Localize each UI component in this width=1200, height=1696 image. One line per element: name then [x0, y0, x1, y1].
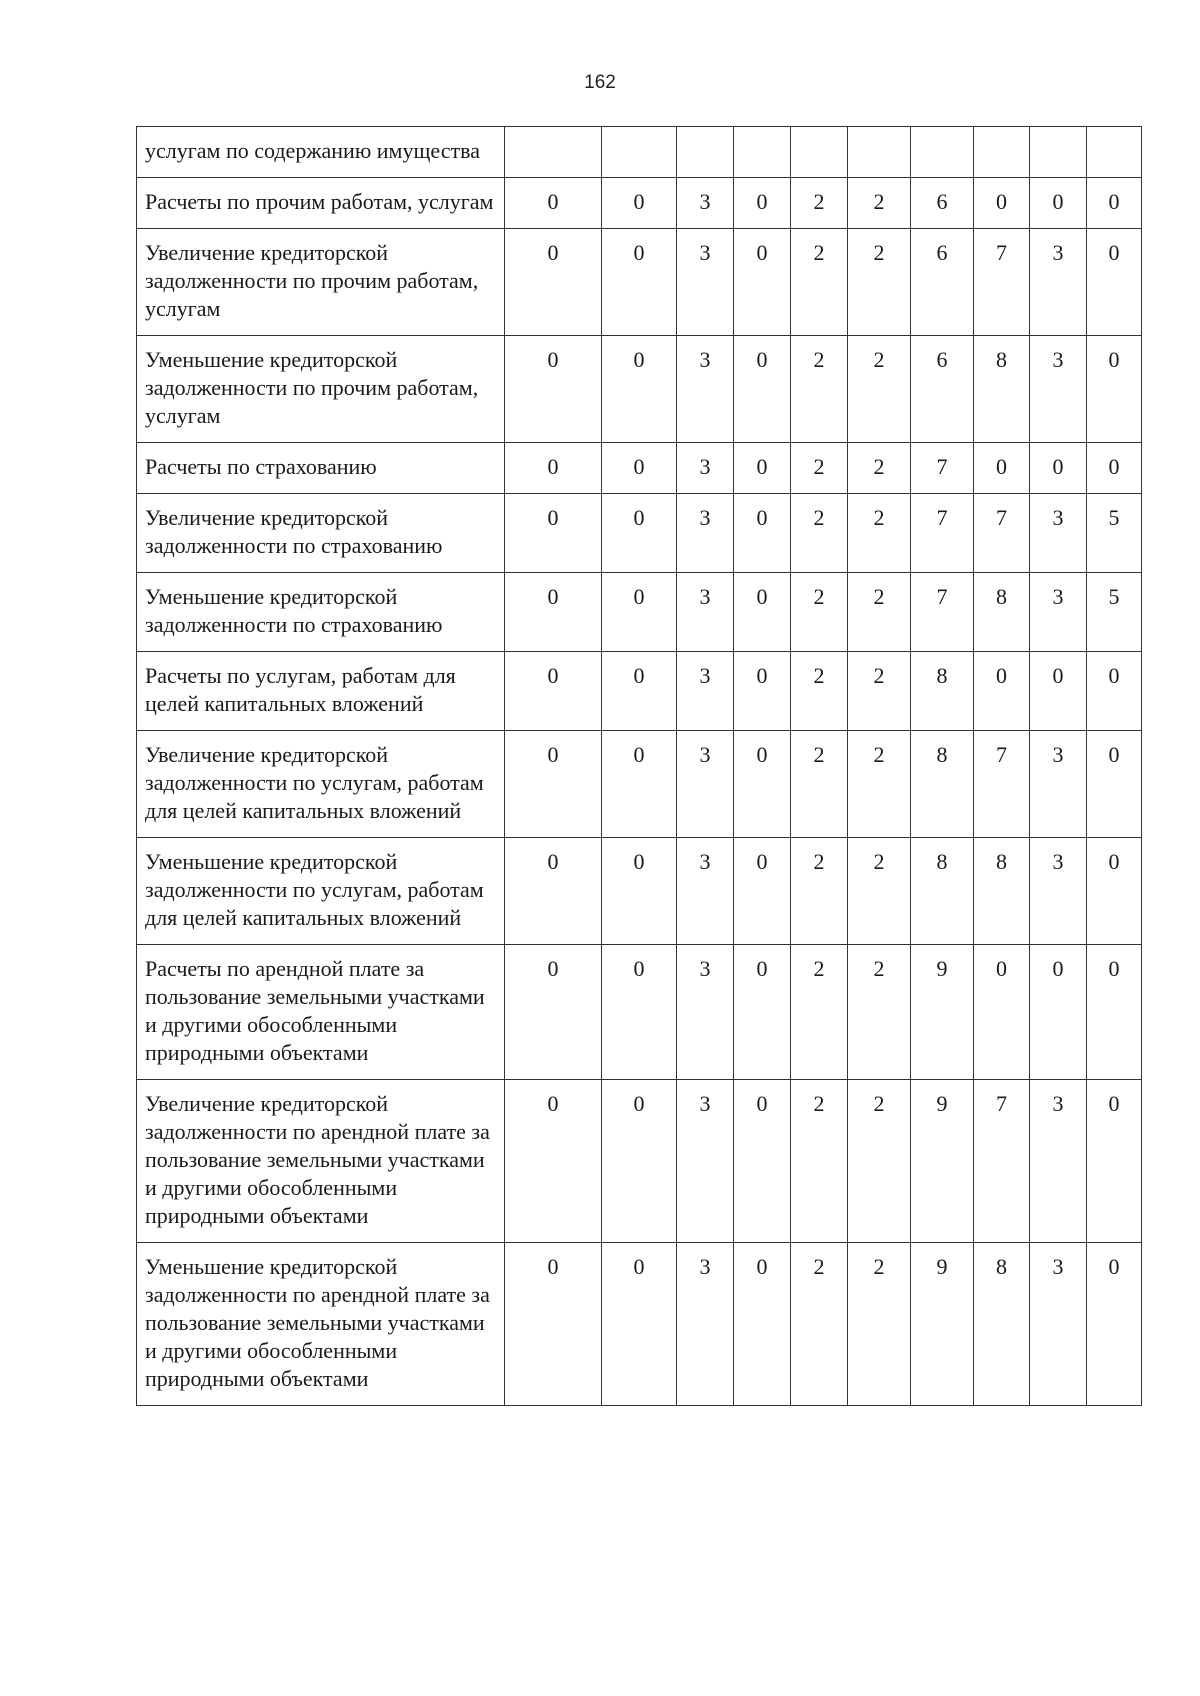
code-digit-cell: 0 — [505, 443, 602, 494]
code-digit-cell: 9 — [911, 1080, 974, 1243]
code-digit-cell: 2 — [848, 443, 911, 494]
code-digit-cell: 0 — [734, 1243, 791, 1406]
code-digit-cell: 2 — [848, 1080, 911, 1243]
code-digit-cell: 8 — [974, 838, 1030, 945]
code-digit-cell: 3 — [1030, 494, 1087, 573]
code-digit-cell: 0 — [505, 731, 602, 838]
code-digit-cell: 0 — [734, 731, 791, 838]
code-digit-cell: 2 — [848, 945, 911, 1080]
code-digit-cell: 0 — [505, 945, 602, 1080]
code-digit-cell — [911, 127, 974, 178]
code-digit-cell: 0 — [734, 494, 791, 573]
code-digit-cell: 0 — [1030, 443, 1087, 494]
code-digit-cell: 7 — [911, 443, 974, 494]
code-digit-cell — [1087, 127, 1142, 178]
code-digit-cell — [974, 127, 1030, 178]
code-digit-cell: 0 — [1030, 178, 1087, 229]
code-digit-cell: 0 — [734, 336, 791, 443]
table-row — [137, 336, 1142, 443]
code-digit-cell: 0 — [734, 443, 791, 494]
code-digit-cell: 0 — [602, 336, 677, 443]
code-digit-cell: 8 — [974, 573, 1030, 652]
code-digit-cell: 0 — [602, 731, 677, 838]
code-digit-cell: 2 — [848, 229, 911, 336]
row-label: Расчеты по арендной плате за пользование земельными участками и другими обособленными природными объектами — [137, 945, 505, 1080]
code-digit-cell: 3 — [677, 336, 734, 443]
code-digit-cell: 5 — [1087, 494, 1142, 573]
code-digit-cell — [1030, 127, 1087, 178]
table-row — [137, 1243, 1142, 1406]
code-digit-cell: 0 — [602, 1243, 677, 1406]
code-digit-cell: 2 — [848, 731, 911, 838]
row-label: Уменьшение кредиторской задолженности по страхованию — [137, 573, 505, 652]
code-digit-cell: 0 — [734, 178, 791, 229]
code-digit-cell: 0 — [1087, 838, 1142, 945]
code-digit-cell: 7 — [974, 1080, 1030, 1243]
code-digit-cell: 0 — [734, 945, 791, 1080]
code-digit-cell: 2 — [848, 838, 911, 945]
code-digit-cell: 0 — [602, 443, 677, 494]
code-digit-cell: 2 — [791, 945, 848, 1080]
code-digit-cell — [791, 127, 848, 178]
code-digit-cell: 3 — [677, 494, 734, 573]
code-digit-cell: 0 — [1087, 652, 1142, 731]
code-digit-cell: 3 — [677, 652, 734, 731]
code-digit-cell: 2 — [848, 336, 911, 443]
code-digit-cell: 3 — [1030, 1080, 1087, 1243]
code-digit-cell: 0 — [602, 652, 677, 731]
code-digit-cell: 3 — [677, 945, 734, 1080]
code-digit-cell: 2 — [791, 443, 848, 494]
table-row — [137, 494, 1142, 573]
code-digit-cell: 2 — [848, 494, 911, 573]
code-digit-cell: 0 — [602, 494, 677, 573]
table-row — [137, 127, 1142, 178]
code-digit-cell — [848, 127, 911, 178]
code-digit-cell: 3 — [677, 573, 734, 652]
code-digit-cell: 0 — [974, 652, 1030, 731]
code-digit-cell: 3 — [1030, 1243, 1087, 1406]
code-digit-cell: 2 — [848, 652, 911, 731]
code-digit-cell: 0 — [602, 1080, 677, 1243]
row-label: Увеличение кредиторской задолженности по услугам, работам для целей капитальных вложений — [137, 731, 505, 838]
code-digit-cell: 3 — [677, 731, 734, 838]
code-digit-cell: 0 — [974, 178, 1030, 229]
code-digit-cell: 3 — [1030, 838, 1087, 945]
code-digit-cell: 2 — [791, 336, 848, 443]
table-row — [137, 652, 1142, 731]
code-digit-cell: 0 — [1030, 945, 1087, 1080]
code-digit-cell: 3 — [1030, 573, 1087, 652]
code-digit-cell: 3 — [677, 1080, 734, 1243]
code-digit-cell: 6 — [911, 178, 974, 229]
code-digit-cell: 8 — [911, 652, 974, 731]
code-digit-cell: 3 — [677, 178, 734, 229]
code-digit-cell: 7 — [974, 731, 1030, 838]
code-digit-cell: 7 — [911, 573, 974, 652]
code-digit-cell: 3 — [677, 229, 734, 336]
code-digit-cell: 0 — [1030, 652, 1087, 731]
code-digit-cell: 3 — [1030, 336, 1087, 443]
table-body — [137, 127, 1142, 1406]
code-digit-cell: 0 — [1087, 178, 1142, 229]
code-digit-cell: 6 — [911, 336, 974, 443]
table-row — [137, 229, 1142, 336]
row-label: Уменьшение кредиторской задолженности по арендной плате за пользование земельными участками и другими обособленными природными объектами — [137, 1243, 505, 1406]
code-digit-cell: 2 — [848, 573, 911, 652]
row-label: Расчеты по услугам, работам для целей капитальных вложений — [137, 652, 505, 731]
code-digit-cell: 0 — [602, 573, 677, 652]
code-digit-cell: 9 — [911, 945, 974, 1080]
code-digit-cell: 3 — [677, 443, 734, 494]
code-digit-cell: 2 — [791, 573, 848, 652]
code-digit-cell: 0 — [1087, 945, 1142, 1080]
code-digit-cell: 0 — [505, 652, 602, 731]
code-digit-cell: 7 — [974, 229, 1030, 336]
row-label: Увеличение кредиторской задолженности по страхованию — [137, 494, 505, 573]
code-digit-cell: 0 — [505, 336, 602, 443]
row-label: Уменьшение кредиторской задолженности по прочим работам, услугам — [137, 336, 505, 443]
code-digit-cell: 3 — [1030, 731, 1087, 838]
table-row — [137, 945, 1142, 1080]
code-digit-cell: 0 — [602, 838, 677, 945]
code-digit-cell: 2 — [791, 731, 848, 838]
code-digit-cell: 8 — [974, 1243, 1030, 1406]
code-digit-cell: 2 — [791, 1243, 848, 1406]
code-digit-cell: 0 — [1087, 443, 1142, 494]
code-digit-cell: 2 — [791, 652, 848, 731]
code-digit-cell: 0 — [734, 838, 791, 945]
code-digit-cell: 0 — [505, 838, 602, 945]
code-digit-cell: 2 — [848, 1243, 911, 1406]
row-label: Расчеты по прочим работам, услугам — [137, 178, 505, 229]
code-digit-cell: 0 — [1087, 731, 1142, 838]
code-digit-cell: 0 — [505, 1080, 602, 1243]
code-digit-cell: 2 — [791, 1080, 848, 1243]
code-digit-cell: 8 — [974, 336, 1030, 443]
code-digit-cell: 0 — [505, 494, 602, 573]
code-digit-cell: 0 — [974, 443, 1030, 494]
code-digit-cell: 3 — [1030, 229, 1087, 336]
code-digit-cell — [734, 127, 791, 178]
row-label: Увеличение кредиторской задолженности по арендной плате за пользование земельными участками и другими обособленными природными объектами — [137, 1080, 505, 1243]
code-digit-cell: 8 — [911, 838, 974, 945]
code-digit-cell: 0 — [505, 229, 602, 336]
code-digit-cell: 2 — [848, 178, 911, 229]
code-digit-cell: 7 — [974, 494, 1030, 573]
code-digit-cell: 2 — [791, 178, 848, 229]
code-digit-cell — [677, 127, 734, 178]
code-digit-cell: 2 — [791, 838, 848, 945]
table-row — [137, 178, 1142, 229]
row-label: услугам по содержанию имущества — [137, 127, 505, 178]
code-digit-cell: 0 — [734, 652, 791, 731]
code-digit-cell: 8 — [911, 731, 974, 838]
row-label: Расчеты по страхованию — [137, 443, 505, 494]
code-digit-cell: 3 — [677, 1243, 734, 1406]
code-digit-cell: 2 — [791, 494, 848, 573]
code-digit-cell: 2 — [791, 229, 848, 336]
code-digit-cell: 5 — [1087, 573, 1142, 652]
code-digit-cell: 0 — [974, 945, 1030, 1080]
code-digit-cell: 0 — [734, 1080, 791, 1243]
code-digit-cell: 0 — [734, 573, 791, 652]
table-row — [137, 1080, 1142, 1243]
code-digit-cell: 0 — [1087, 229, 1142, 336]
code-digit-cell: 0 — [1087, 1080, 1142, 1243]
code-digit-cell: 0 — [602, 945, 677, 1080]
accounts-table — [136, 126, 1142, 1406]
code-digit-cell: 3 — [677, 838, 734, 945]
code-digit-cell: 7 — [911, 494, 974, 573]
table-row — [137, 443, 1142, 494]
code-digit-cell: 0 — [1087, 336, 1142, 443]
code-digit-cell: 0 — [1087, 1243, 1142, 1406]
code-digit-cell: 0 — [602, 178, 677, 229]
code-digit-cell: 0 — [505, 1243, 602, 1406]
row-label: Уменьшение кредиторской задолженности по услугам, работам для целей капитальных вложений — [137, 838, 505, 945]
code-digit-cell: 0 — [602, 229, 677, 336]
row-label: Увеличение кредиторской задолженности по прочим работам, услугам — [137, 229, 505, 336]
code-digit-cell: 0 — [505, 573, 602, 652]
code-digit-cell: 0 — [734, 229, 791, 336]
code-digit-cell: 0 — [505, 178, 602, 229]
table-row — [137, 731, 1142, 838]
code-digit-cell: 6 — [911, 229, 974, 336]
table-row — [137, 838, 1142, 945]
code-digit-cell: 9 — [911, 1243, 974, 1406]
table-row — [137, 573, 1142, 652]
code-digit-cell — [505, 127, 602, 178]
code-digit-cell — [602, 127, 677, 178]
page-number: 162 — [584, 72, 616, 93]
